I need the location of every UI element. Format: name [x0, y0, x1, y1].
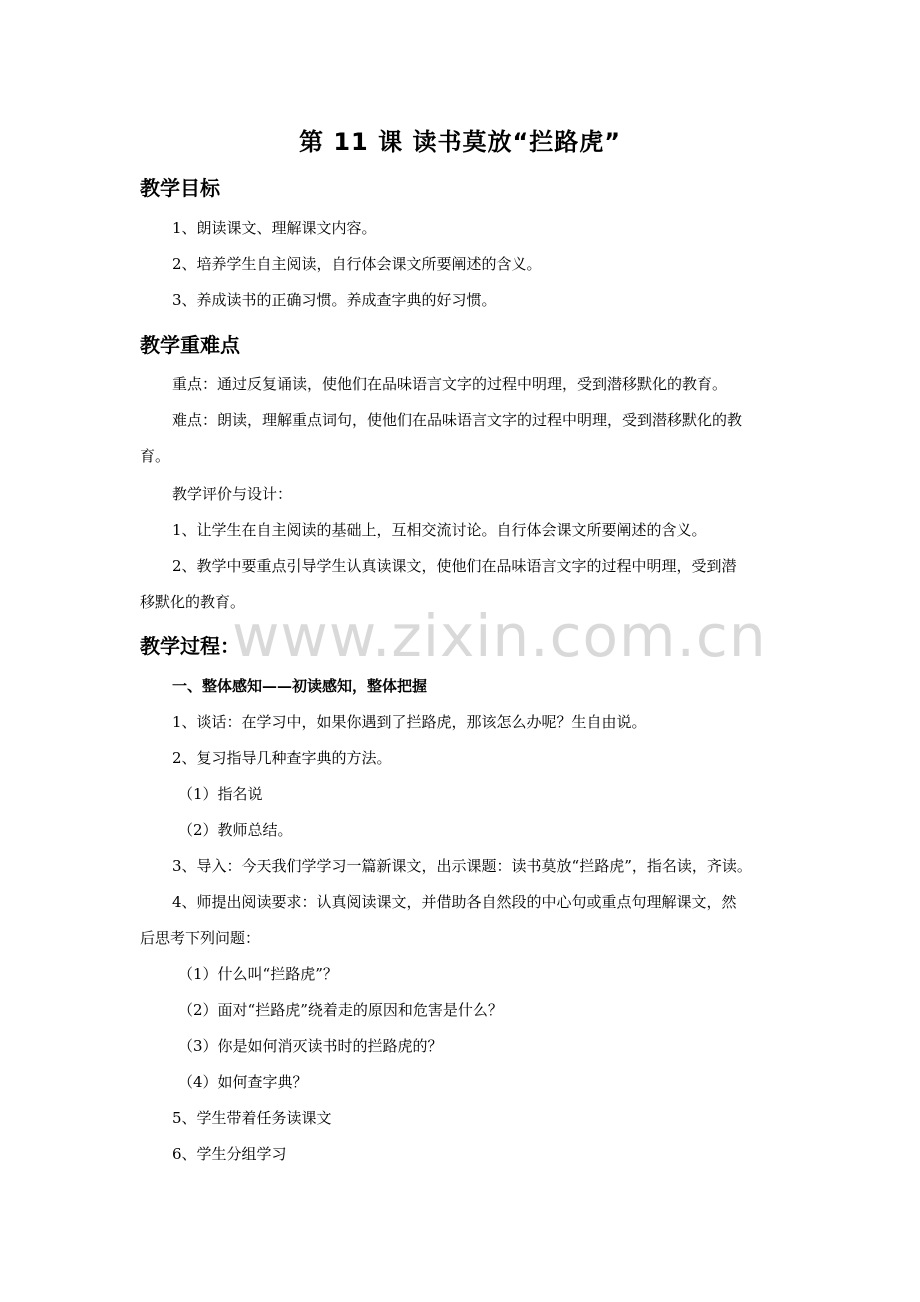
evaluation-item-cont: 移默化的教育。: [140, 593, 246, 611]
process-step: 6、学生分组学习: [172, 1145, 287, 1163]
evaluation-title: 教学评价与设计：: [172, 485, 293, 503]
process-step: 2、复习指导几种查字典的方法。: [172, 749, 392, 767]
heading-process: 教学过程：: [140, 634, 240, 658]
difficulty-text: 难点：朗读，理解重点词句，使他们在品味语言文字的过程中明理，受到潜移默化的教: [172, 411, 743, 429]
question-item: （3）你是如何消灭读书时的拦路虎的？: [178, 1037, 443, 1055]
process-substep: （1）指名说: [178, 785, 263, 803]
heading-objectives: 教学目标: [140, 176, 220, 200]
focus-text: 重点：通过反复诵读，使他们在品味语言文字的过程中明理，受到潜移默化的教育。: [172, 375, 728, 393]
process-step: 1、谈话：在学习中，如果你遇到了拦路虎，那该怎么办呢？生自由说。: [172, 713, 647, 731]
heading-key-points: 教学重难点: [140, 333, 240, 357]
question-item: （2）面对“拦路虎”绕着走的原因和危害是什么？: [178, 1001, 503, 1019]
evaluation-item: 2、教学中要重点引导学生认真读课文，使他们在品味语言文字的过程中明理，受到潜: [172, 557, 737, 575]
process-step: 4、师提出阅读要求：认真阅读课文，并借助各自然段的中心句或重点句理解课文，然: [172, 893, 737, 911]
process-part-title: 一、整体感知——初读感知，整体把握: [172, 677, 428, 695]
objective-item: 3、养成读书的正确习惯。养成查字典的好习惯。: [172, 291, 497, 309]
process-step-cont: 后思考下列问题：: [140, 929, 261, 947]
objective-item: 1、朗读课文、理解课文内容。: [172, 219, 377, 237]
question-item: （1）什么叫“拦路虎”？: [178, 965, 338, 983]
difficulty-text-cont: 育。: [140, 447, 171, 465]
question-item: （4）如何查字典？: [178, 1073, 308, 1091]
process-step: 5、学生带着任务读课文: [172, 1109, 332, 1127]
process-step: 3、导入：今天我们学学习一篇新课文，出示课题：读书莫放“拦路虎”，指名读，齐读。: [172, 857, 752, 875]
page-title: 第 11 课 读书莫放“拦路虎”: [298, 128, 621, 156]
objective-item: 2、培养学生自主阅读，自行体会课文所要阐述的含义。: [172, 255, 542, 273]
process-substep: （2）教师总结。: [178, 821, 293, 839]
evaluation-item: 1、让学生在自主阅读的基础上，互相交流讨论。自行体会课文所要阐述的含义。: [172, 521, 707, 539]
watermark: www.zixin.com.cn: [232, 602, 767, 670]
